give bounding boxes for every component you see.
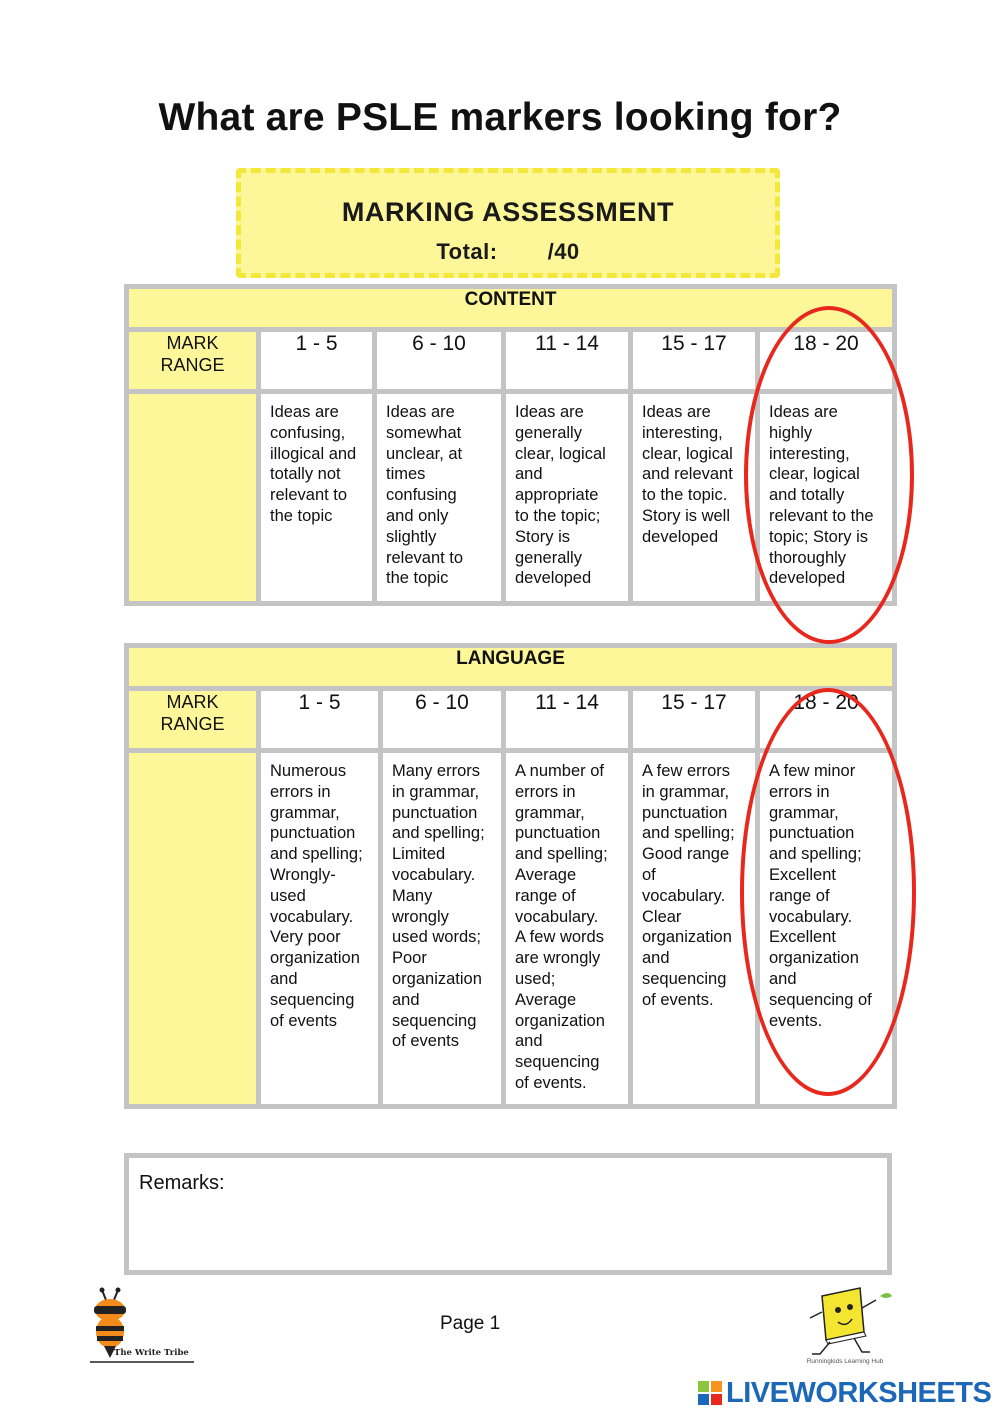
language-description: A few errors in grammar, punctuation and spelling; Good range of vocabulary. Clear organization and sequencing of events. bbox=[631, 751, 758, 1107]
mark-label-line1: MARK bbox=[166, 333, 219, 353]
liveworksheets-watermark: LIVEWORKSHEETS bbox=[726, 1377, 992, 1409]
content-heading: CONTENT bbox=[127, 287, 895, 330]
running-book-logo bbox=[800, 1282, 896, 1360]
total-value: /40 bbox=[547, 239, 580, 264]
language-header-row bbox=[127, 646, 895, 689]
language-range-row bbox=[127, 689, 895, 751]
language-description: Many errors in grammar, punctuation and spelling; Limited vocabulary. Many wrongly used words; Poor organization and sequencing of events bbox=[381, 751, 504, 1107]
mark-label-line1: MARK bbox=[166, 692, 219, 712]
content-description: Ideas are confusing, illogical and totally not relevant to the topic bbox=[259, 392, 375, 604]
content-side-cell bbox=[127, 392, 259, 604]
content-description: Ideas are generally clear, logical and appropriate to the topic; Story is generally developed bbox=[504, 392, 631, 604]
content-description: Ideas are highly interesting, clear, logical and totally relevant to the topic; Story is thoroughly developed bbox=[758, 392, 895, 604]
write-tribe-logo-text: The Write Tribe bbox=[114, 1348, 189, 1358]
language-side-cell bbox=[127, 751, 259, 1107]
remarks-label: Remarks: bbox=[139, 1172, 225, 1194]
content-header-row bbox=[127, 287, 895, 330]
language-rubric-table bbox=[124, 643, 897, 1109]
mark-range-label bbox=[127, 330, 259, 392]
language-description: A number of errors in grammar, punctuation and spelling; Average range of vocabulary. A few words are wrongly used; Average organization and sequencing of events. bbox=[504, 751, 631, 1107]
language-description: A few minor errors in grammar, punctuation and spelling; Excellent range of vocabulary. Excellent organization and sequencing of events. bbox=[758, 751, 895, 1107]
mark-range-label bbox=[127, 689, 259, 751]
remarks-box[interactable] bbox=[124, 1153, 892, 1275]
content-range-cell: 6 - 10 bbox=[375, 330, 504, 392]
page-title: What are PSLE markers looking for? bbox=[158, 96, 842, 139]
language-description: Numerous errors in grammar, punctuation and spelling; Wrongly- used vocabulary. Very poor organization and sequencing of events bbox=[259, 751, 381, 1107]
total-label: Total: bbox=[436, 239, 498, 264]
page-number: Page 1 bbox=[440, 1313, 501, 1334]
content-range-cell: 11 - 14 bbox=[504, 330, 631, 392]
content-range-cell: 18 - 20 bbox=[758, 330, 895, 392]
running-book-logo-text: Runningkids Learning Hub bbox=[806, 1358, 884, 1365]
content-range-cell: 15 - 17 bbox=[631, 330, 758, 392]
content-range-row bbox=[127, 330, 895, 392]
language-heading: LANGUAGE bbox=[127, 646, 895, 689]
language-range-cell: 1 - 5 bbox=[259, 689, 381, 751]
language-range-cell: 6 - 10 bbox=[381, 689, 504, 751]
content-description: Ideas are interesting, clear, logical and relevant to the topic. Story is well developed bbox=[631, 392, 758, 604]
language-range-cell: 11 - 14 bbox=[504, 689, 631, 751]
language-range-cell: 15 - 17 bbox=[631, 689, 758, 751]
mark-label-line2: RANGE bbox=[160, 714, 225, 734]
mark-label-line2: RANGE bbox=[160, 355, 225, 375]
language-description-row bbox=[127, 751, 895, 1107]
content-description-row bbox=[127, 392, 895, 604]
content-rubric-table bbox=[124, 284, 897, 606]
assessment-total bbox=[241, 239, 775, 265]
language-range-cell: 18 - 20 bbox=[758, 689, 895, 751]
marking-assessment-banner bbox=[236, 168, 780, 278]
liveworksheets-badge-icon bbox=[698, 1381, 722, 1405]
content-range-cell: 1 - 5 bbox=[259, 330, 375, 392]
assessment-heading: MARKING ASSESSMENT bbox=[341, 197, 675, 227]
content-description: Ideas are somewhat unclear, at times confusing and only slightly relevant to the topic bbox=[375, 392, 504, 604]
